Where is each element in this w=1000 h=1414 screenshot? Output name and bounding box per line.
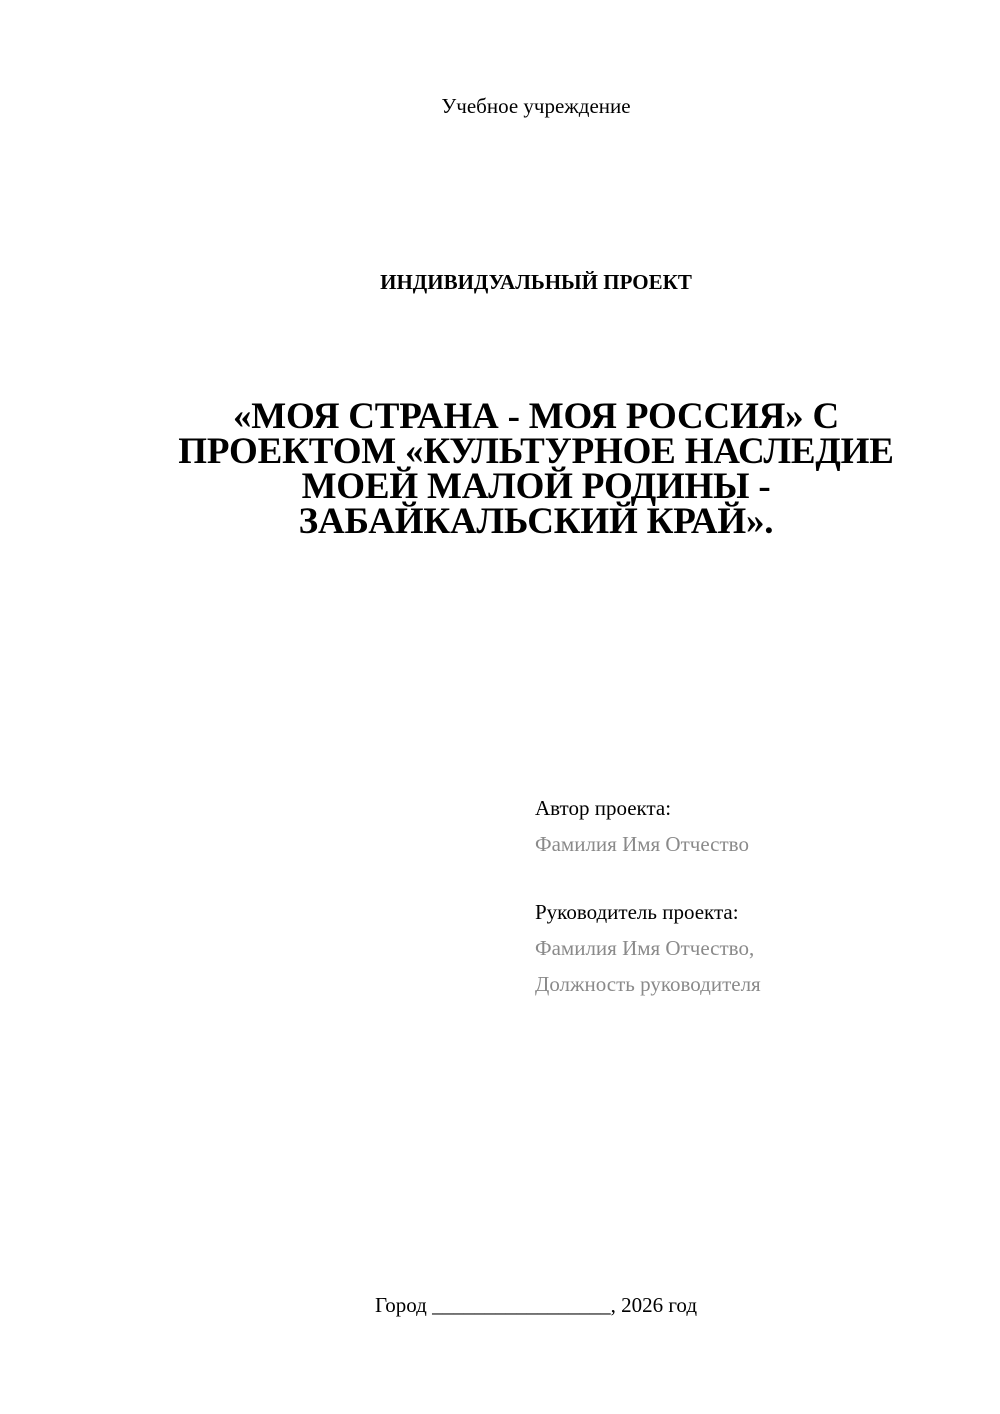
supervisor-name: Фамилия Имя Отчество, xyxy=(535,936,755,960)
supervisor-position: Должность руководителя xyxy=(535,972,761,996)
project-title-line: ЗАБАЙКАЛЬСКИЙ КРАЙ». xyxy=(298,501,774,542)
author-label: Автор проекта: xyxy=(535,796,672,820)
supervisor-label: Руководитель проекта: xyxy=(535,900,739,924)
document-type: ИНДИВИДУАЛЬНЫЙ ПРОЕКТ xyxy=(380,270,692,294)
spacer xyxy=(535,862,975,894)
author-name: Фамилия Имя Отчество xyxy=(535,832,749,856)
project-title-line: ПРОЕКТОМ «КУЛЬТУРНОЕ НАСЛЕДИЕ xyxy=(178,431,894,472)
project-title xyxy=(140,396,932,542)
institution-name: Учебное учреждение xyxy=(441,94,631,118)
project-credits xyxy=(535,790,975,1002)
city-year-line: Город _________________, 2026 год xyxy=(374,1293,698,1317)
project-title-line: «МОЯ СТРАНА - МОЯ РОССИЯ» С xyxy=(232,396,840,437)
project-title-line: МОЕЙ МАЛОЙ РОДИНЫ - xyxy=(301,466,771,507)
